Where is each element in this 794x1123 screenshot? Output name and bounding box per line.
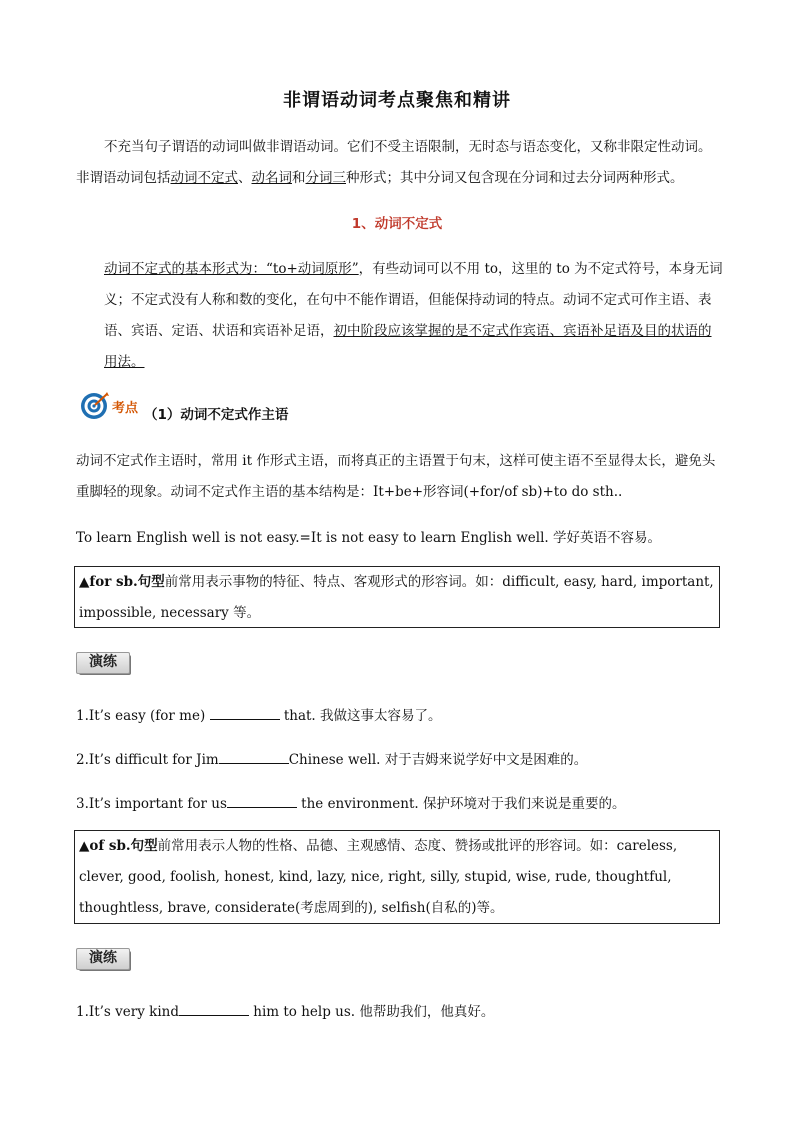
intro-paragraph	[76, 132, 724, 194]
page-title: 非谓语动词考点聚焦和精讲	[283, 90, 511, 111]
answer-blank[interactable]	[219, 751, 289, 764]
exam-point-header	[80, 390, 288, 422]
section-heading-infinitive: 1、动词不定式	[351, 216, 443, 232]
exam-point-title: （1）动词不定式作主语	[144, 407, 289, 423]
example-sentence: To learn English well is not easy.=It is not easy to learn English well. 学好英语不容易。	[76, 530, 662, 546]
subject-explanation: 动词不定式作主语时，常用 it 作形式主语，而将真正的主语置于句末，这样可使主语不至显得太长，避免头重脚轻的现象。动词不定式作主语的基本结构是：It+be+形容词(+for/of sb)+to do sth..	[76, 453, 716, 500]
term-gerund: 动名词	[251, 170, 292, 186]
practice-item: 3.It’s important for us the environment. 保护环境对于我们来说是重要的。	[76, 796, 626, 812]
answer-blank[interactable]	[227, 795, 297, 808]
intro-line-1: 不充当句子谓语的动词叫做非谓语动词。它们不受主语限制，无时态与语态变化，又称非限定性动词。	[104, 139, 712, 155]
exam-point-badge-label: 考点	[112, 400, 139, 416]
practice-item: 1.It’s very kind him to help us. 他帮助我们，他真好。	[76, 1004, 495, 1020]
practice-badge: 演练	[76, 948, 130, 970]
term-participle: 分词三	[305, 170, 346, 186]
infinitive-key-usage: 初中阶段应该掌握的是不定式作宾语、宾语补足语及目的状语的用法。	[104, 323, 712, 370]
infinitive-paragraph: 动词不定式的基本形式为：“to+动词原形”，有些动词可以不用 to，这里的 to 为不定式符号，本身无词义；不定式没有人称和数的变化，在句中不能作谓语，但能保持动词的特点。动词不定式可作主语、表语、宾语、定语、状语和宾语补足语，初中阶段应该掌握的是不定式作宾语、宾语补足语及目的状语的用法。	[104, 261, 723, 370]
of-sb-note-box: ▲of sb.句型前常用表示人物的性格、品德、主观感情、态度、赞扬或批评的形容词。如：careless, clever, good, foolish, honest, kind, lazy, nice, right, silly, stupid, wise, rude, thoughtful, thoughtless, brave, considerate(考虑周到的), selfish(自私的)等。	[74, 830, 720, 924]
target-icon	[80, 391, 110, 421]
for-sb-note-box: ▲for sb.句型前常用表示事物的特征、特点、客观形式的形容词。如：difficult, easy, hard, important, impossible, necessary 等。	[74, 566, 720, 628]
term-infinitive: 动词不定式	[170, 170, 238, 186]
answer-blank[interactable]	[210, 707, 280, 720]
intro-line-2: 非谓语动词包括动词不定式、动名词和分词三种形式；其中分词又包含现在分词和过去分词两种形式。	[76, 170, 684, 186]
infinitive-form-definition: 动词不定式的基本形式为：“to+动词原形”	[104, 261, 359, 277]
practice-item: 2.It’s difficult for Jim Chinese well. 对于吉姆来说学好中文是困难的。	[76, 752, 588, 768]
answer-blank[interactable]	[179, 1003, 249, 1016]
practice-badge: 演练	[76, 652, 130, 674]
practice-item: 1.It’s easy (for me) that. 我做这事太容易了。	[76, 708, 442, 724]
